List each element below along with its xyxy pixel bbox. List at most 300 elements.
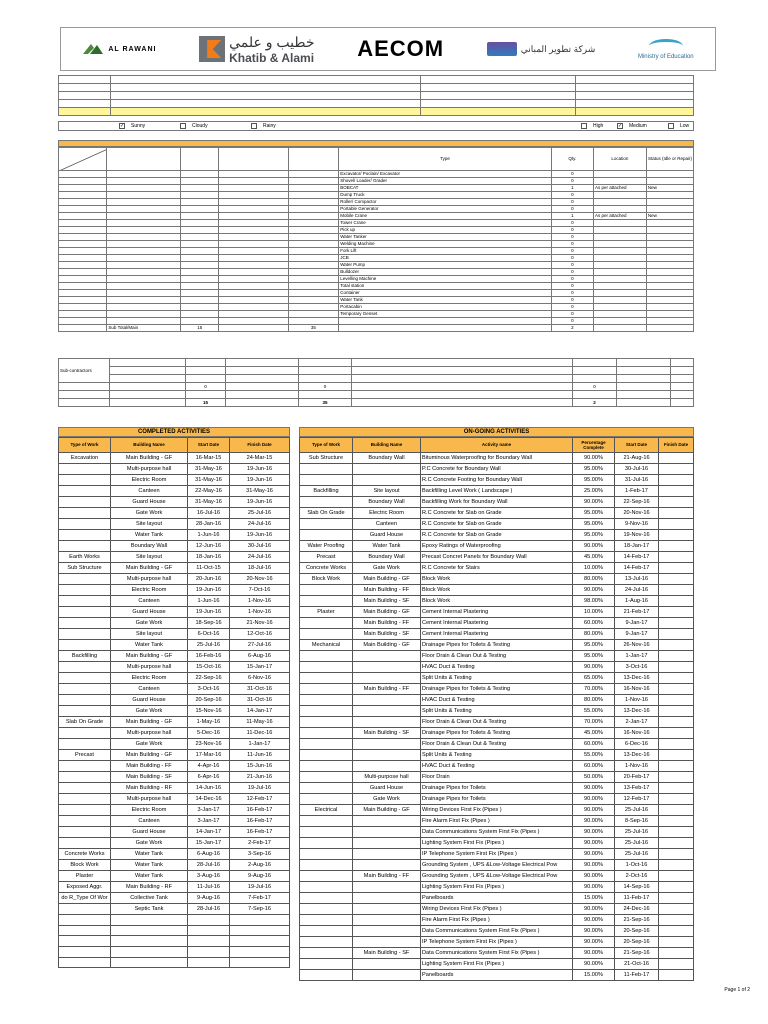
ongoing-row: [300, 739, 694, 750]
medium-checkbox[interactable]: ✓: [618, 123, 623, 129]
alrawani-text: AL RAWANI: [108, 45, 157, 53]
ongoing-type-of-work: [300, 618, 353, 629]
ongoing-building-name: Main Building - SF: [353, 948, 421, 959]
ongoing-percentage: 90.00%: [573, 816, 615, 827]
ongoing-building-name: [353, 717, 421, 728]
weather-rainy[interactable]: [251, 123, 276, 129]
ongoing-finish-date: [659, 673, 694, 684]
equipment-qty: 0: [551, 206, 593, 213]
completed-start-date: 12-Jun-16: [188, 541, 230, 552]
completed-finish-date: 18-Jul-16: [230, 563, 290, 574]
completed-row: [59, 947, 290, 958]
ongoing-start-date: 13-Jul-16: [615, 574, 659, 585]
ongoing-activity-name: Data Communications System First Fix (Pipes ): [421, 827, 573, 838]
equipment-type: BOBCAT: [339, 185, 552, 192]
ongoing-finish-date: [659, 552, 694, 563]
ongoing-finish-date: [659, 618, 694, 629]
completed-finish-date: 11-May-16: [230, 717, 290, 728]
weather-row: [58, 121, 694, 131]
completed-finish-date: 2-Aug-16: [230, 860, 290, 871]
completed-building-name: Water Tank: [111, 871, 188, 882]
ongoing-percentage: 90.00%: [573, 497, 615, 508]
ongoing-finish-date: [659, 574, 694, 585]
completed-finish-date: [230, 925, 290, 936]
completed-start-date: 20-Jun-16: [188, 574, 230, 585]
ongoing-activity-name: R.C Concrete for Slab on Grade: [421, 530, 573, 541]
ongoing-building-name: [353, 464, 421, 475]
ongoing-row: [300, 937, 694, 948]
ongoing-row: [300, 970, 694, 981]
completed-start-date: 28-Jan-16: [188, 519, 230, 530]
ongoing-row: [300, 706, 694, 717]
equipment-qty: 0: [551, 248, 593, 255]
equipment-row: [59, 311, 694, 318]
completed-row: [59, 871, 290, 882]
ongoing-finish-date: [659, 530, 694, 541]
completed-row: [59, 706, 290, 717]
completed-type-of-work: [59, 794, 111, 805]
ongoing-finish-date: [659, 838, 694, 849]
completed-start-date: 16-Mar-15: [188, 453, 230, 464]
khatib-arabic-text: خطيب و علمي: [229, 33, 315, 50]
completed-row: [59, 794, 290, 805]
ongoing-finish-date: [659, 695, 694, 706]
completed-start-date: [188, 947, 230, 958]
completed-type-of-work: [59, 816, 111, 827]
completed-type-of-work: Plaster: [59, 871, 111, 882]
completed-building-name: Multi-purpose hall: [111, 574, 188, 585]
equipment-location: [593, 318, 646, 325]
equipment-location: [593, 304, 646, 311]
ongoing-percentage: 45.00%: [573, 728, 615, 739]
equipment-location: [593, 206, 646, 213]
ongoing-row: [300, 750, 694, 761]
ongoing-building-name: Main Building - FF: [353, 871, 421, 882]
completed-type-of-work: [59, 486, 111, 497]
ongoing-activity-name: Wiring Devices First Fix (Pipes ): [421, 805, 573, 816]
ongoing-percentage: 60.00%: [573, 739, 615, 750]
ongoing-percentage: 90.00%: [573, 937, 615, 948]
completed-row: [59, 618, 290, 629]
subtotal-b: 35: [288, 325, 339, 332]
ongoing-start-date: 2-Jan-17: [615, 717, 659, 728]
ongoing-finish-date: [659, 585, 694, 596]
completed-row: [59, 574, 290, 585]
low-label: Low: [680, 123, 690, 129]
ongoing-type-of-work: [300, 937, 353, 948]
ongoing-row: [300, 772, 694, 783]
completed-row: [59, 838, 290, 849]
ongoing-finish-date: [659, 662, 694, 673]
completed-type-of-work: [59, 574, 111, 585]
ongoing-building-name: [353, 926, 421, 937]
low-checkbox[interactable]: [668, 123, 674, 129]
equipment-status: [646, 304, 693, 311]
completed-finish-date: 11-Jun-16: [230, 750, 290, 761]
ongoing-start-date: 25-Jul-16: [615, 849, 659, 860]
completed-building-name: Electric Room: [111, 805, 188, 816]
ongoing-start-date: 24-Jul-16: [615, 585, 659, 596]
cloudy-checkbox[interactable]: [180, 123, 186, 129]
ongoing-type-of-work: [300, 871, 353, 882]
completed-finish-date: 6-Aug-16: [230, 651, 290, 662]
alrawani-logo: [82, 40, 156, 58]
ongoing-percentage: 90.00%: [573, 926, 615, 937]
completed-finish-date: 31-Oct-16: [230, 684, 290, 695]
completed-finish-date: 12-Oct-16: [230, 629, 290, 640]
equipment-type: [339, 318, 552, 325]
ongoing-row: [300, 475, 694, 486]
ongoing-start-date: 25-Jul-16: [615, 827, 659, 838]
tatweer-text: شركة تطوير المباني: [520, 43, 596, 54]
ongoing-building-name: [353, 959, 421, 970]
equipment-location: [593, 276, 646, 283]
completed-type-of-work: [59, 530, 111, 541]
ongoing-percentage: 15.00%: [573, 970, 615, 981]
weather-cloudy[interactable]: [180, 123, 208, 129]
equipment-row: [59, 220, 694, 227]
ongoing-start-date: 31-Jul-16: [615, 475, 659, 486]
completed-type-of-work: Concrete Works: [59, 849, 111, 860]
completed-start-date: 1-Jun-16: [188, 596, 230, 607]
ongoing-row: [300, 915, 694, 926]
completed-type-of-work: do R_Type Of Wor: [59, 893, 111, 904]
ongoing-activity-name: Backfilling Level Work ( Landscape ): [421, 486, 573, 497]
completed-type-of-work: [59, 805, 111, 816]
ongoing-type-of-work: [300, 816, 353, 827]
ongoing-activity-name: Block Work: [421, 585, 573, 596]
completed-finish-date: 19-Jul-16: [230, 882, 290, 893]
ongoing-type-of-work: [300, 860, 353, 871]
moe-text: Ministry of Education: [637, 53, 694, 60]
completed-row: [59, 508, 290, 519]
khatib-english-text: Khatib & Alami: [229, 50, 315, 65]
equipment-row: [59, 192, 694, 199]
ongoing-start-date: 22-Sep-16: [615, 497, 659, 508]
equipment-status: [646, 311, 693, 318]
ongoing-percentage: 90.00%: [573, 860, 615, 871]
completed-type-of-work: [59, 838, 111, 849]
ongoing-row: [300, 904, 694, 915]
ongoing-type-of-work: [300, 717, 353, 728]
ongoing-building-name: Guard House: [353, 530, 421, 541]
ongoing-start-date: 1-Feb-17: [615, 486, 659, 497]
completed-start-date: 15-Nov-16: [188, 706, 230, 717]
equipment-location: [593, 234, 646, 241]
ongoing-finish-date: [659, 761, 694, 772]
ongoing-type-of-work: Concrete Works: [300, 563, 353, 574]
equipment-type: Shovel/ Loader/ Grader: [339, 178, 552, 185]
ongoing-start-date: 20-Feb-17: [615, 772, 659, 783]
ongoing-activity-name: Floor Drain: [421, 772, 573, 783]
ongoing-row: [300, 849, 694, 860]
completed-building-name: Canteen: [111, 816, 188, 827]
completed-type-of-work: [59, 728, 111, 739]
ongoing-building-name: Main Building - GF: [353, 607, 421, 618]
equipment-type: Portacabin: [339, 304, 552, 311]
completed-finish-date: 24-Jul-16: [230, 519, 290, 530]
completed-finish-date: 2-Feb-17: [230, 838, 290, 849]
ongoing-type-of-work: [300, 464, 353, 475]
ongoing-row: [300, 838, 694, 849]
ongoing-start-date: 16-Nov-16: [615, 728, 659, 739]
completed-type-of-work: [59, 947, 111, 958]
equipment-row: [59, 206, 694, 213]
completed-start-date: 6-Oct-16: [188, 629, 230, 640]
ongoing-building-name: Boundary Wall: [353, 453, 421, 464]
equipment-status: [646, 234, 693, 241]
completed-row: [59, 662, 290, 673]
completed-building-name: Water Tank: [111, 860, 188, 871]
ongoing-activity-name: Split Units & Testing: [421, 673, 573, 684]
ongoing-row: [300, 585, 694, 596]
completed-row: [59, 717, 290, 728]
grand-total-qty: 2: [573, 399, 617, 407]
equipment-row: [59, 269, 694, 276]
ongoing-start-date: 3-Oct-16: [615, 662, 659, 673]
equipment-qty: 0: [551, 276, 593, 283]
equip-type-header: Type: [339, 148, 552, 171]
completed-type-of-work: Block Work: [59, 860, 111, 871]
completed-finish-date: [230, 947, 290, 958]
equipment-location: [593, 171, 646, 178]
grand-total-b: 35: [299, 399, 352, 407]
ongoing-type-of-work: [300, 794, 353, 805]
completed-type-of-work: Exposed Aggr.: [59, 882, 111, 893]
equipment-row: [59, 297, 694, 304]
ongoing-row: [300, 640, 694, 651]
ongoing-activity-name: P.C Concrete for Boundary Wall: [421, 464, 573, 475]
equipment-type: Water Tank: [339, 297, 552, 304]
ongoing-percentage: 90.00%: [573, 882, 615, 893]
completed-type-of-work: Excavation: [59, 453, 111, 464]
completed-start-date: 5-Dec-16: [188, 728, 230, 739]
ongoing-start-date: 2-Oct-16: [615, 871, 659, 882]
ongoing-type-of-work: Sub Structure: [300, 453, 353, 464]
weather-sunny[interactable]: [119, 123, 145, 129]
equipment-status: [646, 199, 693, 206]
equipment-row: [59, 248, 694, 255]
ongoing-building-name: [353, 761, 421, 772]
ongoing-finish-date: [659, 684, 694, 695]
ongoing-start-date: 14-Sep-16: [615, 882, 659, 893]
ongoing-start-date: 6-Dec-16: [615, 739, 659, 750]
completed-row: [59, 519, 290, 530]
equipment-row: [59, 213, 694, 220]
sunny-checkbox[interactable]: ✓: [120, 123, 125, 129]
ongoing-header-activity: Activity name: [421, 438, 573, 453]
completed-start-date: 1-May-16: [188, 717, 230, 728]
ongoing-type-of-work: [300, 948, 353, 959]
equipment-status: [646, 255, 693, 262]
ongoing-row: [300, 882, 694, 893]
completed-building-name: Gate Work: [111, 618, 188, 629]
level-medium[interactable]: [617, 123, 647, 129]
ongoing-finish-date: [659, 640, 694, 651]
ongoing-building-name: Main Building - FF: [353, 684, 421, 695]
completed-start-date: 19-Jun-16: [188, 585, 230, 596]
completed-start-date: 18-Sep-16: [188, 618, 230, 629]
ongoing-start-date: 1-Nov-16: [615, 695, 659, 706]
equipment-type: JCB: [339, 255, 552, 262]
completed-row: [59, 739, 290, 750]
ongoing-finish-date: [659, 871, 694, 882]
ongoing-finish-date: [659, 772, 694, 783]
completed-finish-date: 27-Jul-16: [230, 640, 290, 651]
ongoing-activity-name: Floor Drain & Clean Out & Testing: [421, 739, 573, 750]
ongoing-building-name: Main Building - SF: [353, 629, 421, 640]
completed-start-date: 19-Jun-16: [188, 607, 230, 618]
ongoing-start-date: 11-Feb-17: [615, 970, 659, 981]
ongoing-finish-date: [659, 706, 694, 717]
level-low[interactable]: [668, 123, 689, 129]
ongoing-type-of-work: [300, 519, 353, 530]
completed-type-of-work: [59, 464, 111, 475]
equipment-row: [59, 255, 694, 262]
ongoing-activity-name: R.C Concrete for Stairs: [421, 563, 573, 574]
ongoing-percentage: 90.00%: [573, 662, 615, 673]
ongoing-header-building: Building Name: [353, 438, 421, 453]
completed-building-name: Guard House: [111, 695, 188, 706]
completed-finish-date: 16-Feb-17: [230, 805, 290, 816]
ongoing-row: [300, 607, 694, 618]
ongoing-start-date: 1-Aug-16: [615, 596, 659, 607]
ongoing-type-of-work: [300, 783, 353, 794]
ongoing-activity-name: Cement Internal Plastering: [421, 629, 573, 640]
completed-type-of-work: Sub Structure: [59, 563, 111, 574]
ongoing-start-date: 14-Feb-17: [615, 563, 659, 574]
completed-building-name: Main Building - GF: [111, 651, 188, 662]
ongoing-percentage: 80.00%: [573, 574, 615, 585]
equipment-header-bar: [58, 140, 694, 147]
ongoing-header-finish: Finish Date: [659, 438, 694, 453]
completed-finish-date: 25-Jul-16: [230, 508, 290, 519]
equipment-type: Dump Truck: [339, 192, 552, 199]
equipment-status: [646, 248, 693, 255]
ongoing-finish-date: [659, 607, 694, 618]
ongoing-finish-date: [659, 805, 694, 816]
ongoing-finish-date: [659, 926, 694, 937]
ongoing-activity-name: Floor Drain & Clean Out & Testing: [421, 717, 573, 728]
ongoing-row: [300, 552, 694, 563]
ongoing-building-name: [353, 475, 421, 486]
ongoing-finish-date: [659, 453, 694, 464]
rainy-checkbox[interactable]: [251, 123, 257, 129]
equipment-row: [59, 276, 694, 283]
equipment-row: [59, 171, 694, 178]
ongoing-row: [300, 816, 694, 827]
completed-type-of-work: [59, 519, 111, 530]
khatib-alami-logo: [199, 34, 314, 65]
completed-type-of-work: [59, 957, 111, 968]
ongoing-percentage: 90.00%: [573, 783, 615, 794]
completed-row: [59, 893, 290, 904]
sub-zero-qty: 0: [573, 383, 617, 391]
ongoing-percentage: 90.00%: [573, 805, 615, 816]
ongoing-row: [300, 618, 694, 629]
completed-start-date: 3-Jan-17: [188, 816, 230, 827]
ongoing-start-date: 20-Sep-16: [615, 937, 659, 948]
completed-row: [59, 860, 290, 871]
equipment-status: [646, 318, 693, 325]
ongoing-activities-table: [299, 437, 694, 981]
ongoing-building-name: Site layout: [353, 486, 421, 497]
completed-start-date: 14-Jan-17: [188, 827, 230, 838]
ongoing-start-date: 9-Nov-16: [615, 519, 659, 530]
ongoing-row: [300, 508, 694, 519]
ongoing-finish-date: [659, 486, 694, 497]
equipment-location: [593, 269, 646, 276]
ongoing-activity-name: Cement Internal Plastering: [421, 607, 573, 618]
ongoing-percentage: 90.00%: [573, 871, 615, 882]
completed-start-date: 15-Jan-17: [188, 838, 230, 849]
ongoing-percentage: 80.00%: [573, 629, 615, 640]
ongoing-finish-date: [659, 970, 694, 981]
completed-row: [59, 816, 290, 827]
ongoing-start-date: 9-Jan-17: [615, 629, 659, 640]
completed-building-name: Main Building - GF: [111, 750, 188, 761]
ongoing-finish-date: [659, 827, 694, 838]
completed-building-name: Electric Room: [111, 585, 188, 596]
ongoing-header-start: Start Date: [615, 438, 659, 453]
equipment-type: Pick up: [339, 227, 552, 234]
ongoing-activity-name: Block Work: [421, 596, 573, 607]
equipment-row: [59, 262, 694, 269]
completed-building-name: Main Building - GF: [111, 563, 188, 574]
ongoing-finish-date: [659, 541, 694, 552]
ongoing-start-date: 25-Jul-16: [615, 805, 659, 816]
completed-finish-date: 15-Jan-17: [230, 662, 290, 673]
equipment-location: [593, 178, 646, 185]
ongoing-type-of-work: [300, 893, 353, 904]
ongoing-percentage: 55.00%: [573, 750, 615, 761]
ongoing-activity-name: Precast Concret Panels for Boundary Wall: [421, 552, 573, 563]
high-checkbox[interactable]: [581, 123, 587, 129]
completed-row: [59, 904, 290, 915]
completed-finish-date: 24-Jul-16: [230, 552, 290, 563]
ongoing-activity-name: Fire Alarm First Fix (Pipes ): [421, 915, 573, 926]
ongoing-row: [300, 651, 694, 662]
ongoing-type-of-work: [300, 882, 353, 893]
completed-row: [59, 607, 290, 618]
completed-building-name: Canteen: [111, 684, 188, 695]
completed-row: [59, 651, 290, 662]
completed-finish-date: 24-Mar-15: [230, 453, 290, 464]
ongoing-building-name: [353, 970, 421, 981]
ongoing-building-name: [353, 706, 421, 717]
ongoing-start-date: 13-Feb-17: [615, 783, 659, 794]
equipment-row: [59, 283, 694, 290]
completed-finish-date: 21-Nov-16: [230, 618, 290, 629]
ongoing-type-of-work: [300, 849, 353, 860]
completed-row: [59, 761, 290, 772]
completed-type-of-work: [59, 827, 111, 838]
ongoing-row: [300, 486, 694, 497]
completed-start-date: 31-May-16: [188, 497, 230, 508]
ongoing-finish-date: [659, 596, 694, 607]
ongoing-activity-name: Drainage Pipes for Toilets: [421, 783, 573, 794]
equipment-status: [646, 276, 693, 283]
grand-total-a: 15: [186, 399, 226, 407]
equipment-row: [59, 178, 694, 185]
high-label: High: [593, 123, 604, 129]
completed-finish-date: 12-Feb-17: [230, 794, 290, 805]
ongoing-row: [300, 662, 694, 673]
level-high[interactable]: [581, 123, 603, 129]
equipment-status: [646, 227, 693, 234]
ongoing-row: [300, 695, 694, 706]
ongoing-finish-date: [659, 794, 694, 805]
